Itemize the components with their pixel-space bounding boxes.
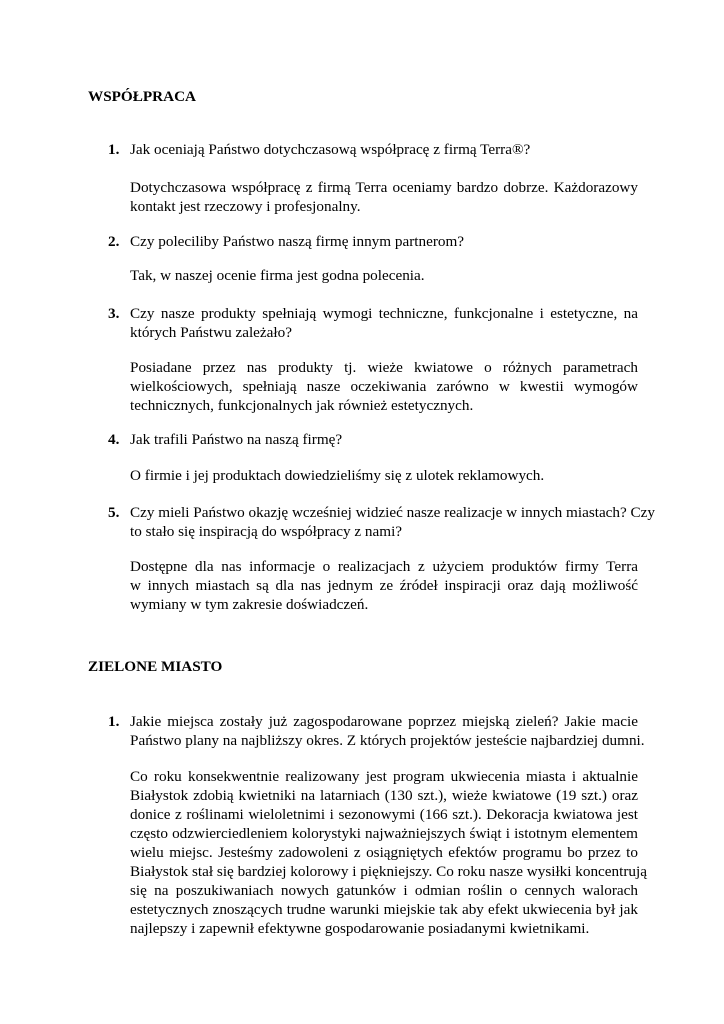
answer-text [130,178,638,216]
answer-text [130,358,638,415]
question-line: Jak trafili Państwo na naszą firmę? [130,431,343,448]
question-number: 5. [108,504,120,521]
question-number: 3. [108,305,120,322]
answer-line: wymiany w tym zakresie doświadczeń. [130,596,369,613]
answer-line: Białystok zdobią kwietniki na latarniach (130 szt.), wieże kwiatowe (19 szt.) oraz [130,787,638,804]
question-line: Jak oceniają Państwo dotychczasową współpracę z firmą Terra®? [130,141,531,158]
question-line: Czy mieli Państwo okazję wcześniej widzieć nasze realizacje w innych miastach? Czy [130,504,656,521]
answer-line: się na poszukiwaniach nowych gatunków i odmian roślin o cennych walorach [130,882,638,899]
answer-line: O firmie i jej produktach dowiedzieliśmy się z ulotek reklamowych. [130,467,545,484]
answer-line: donice z roślinami wieloletnimi i sezonowymi (166 szt.). Dekoracja kwiatowa jest [130,806,638,823]
question-line: Państwo plany na najbliższy okres. Z których projektów jesteście najbardziej dumni. [130,732,645,749]
answer-line: w innych miastach są dla nas jednym ze źródeł inspiracji oraz dają możliwość [130,577,638,594]
answer-text [130,767,647,938]
answer-line: Co roku konsekwentnie realizowany jest program ukwiecenia miasta i aktualnie [130,768,638,785]
question-line: to stało się inspiracją do współpracy z nami? [130,523,403,540]
section-heading-wspolpraca: WSPÓŁPRACA [88,88,197,105]
question-text [130,232,638,251]
answer-line: wielkościowych, spełniają nasze oczekiwania zarówno w kwestii wymogów [130,378,638,395]
answer-line: Dostępne dla nas informacje o realizacjach z użyciem produktów firmy Terra [130,558,638,575]
question-number: 1. [108,141,120,158]
answer-line: kontakt jest rzeczowy i profesjonalny. [130,198,361,215]
question-item [108,232,638,251]
question-line: których Państwu zależało? [130,324,292,341]
answer-line: wielu miejsc. Jesteśmy zadowoleni z osiągniętych efektów programu bo przez to [130,844,638,861]
section-heading-zielone-miasto: ZIELONE MIASTO [88,658,223,675]
question-item [108,503,656,541]
answer-line: estetycznych znoszących trudne warunki miejskie tak aby efekt ukwiecenia był jak [130,901,638,918]
answer-line: najlepszy i zapewnił efektywne gospodarowanie posiadanymi kwietnikami. [130,920,590,937]
question-text [130,430,638,449]
question-item [108,430,638,449]
answer-text [130,266,638,285]
question-number: 2. [108,233,120,250]
question-text [130,712,645,750]
question-item [108,304,638,342]
question-number: 1. [108,713,120,730]
question-text [130,304,638,342]
question-text [130,503,656,541]
question-line: Czy nasze produkty spełniają wymogi techniczne, funkcjonalne i estetyczne, na [130,305,638,322]
answer-line: Tak, w naszej ocenie firma jest godna polecenia. [130,267,425,284]
question-text [130,140,638,159]
answer-line: Białystok stał się bardziej kolorowy i piękniejszy. Co roku nasze wysiłki koncentrują [130,863,647,880]
answer-text [130,557,638,614]
question-number: 4. [108,431,120,448]
question-line: Jakie miejsca zostały już zagospodarowane poprzez miejską zieleń? Jakie macie [130,713,638,730]
question-line: Czy poleciliby Państwo naszą firmę innym partnerom? [130,233,465,250]
question-item [108,712,645,750]
answer-text [130,466,638,485]
answer-line: Dotychczasowa współpracę z firmą Terra oceniamy bardzo dobrze. Każdorazowy [130,179,638,196]
answer-line: technicznych, funkcjonalnych jak również estetycznych. [130,397,474,414]
answer-line: często odzwierciedleniem kolorystyki najważniejszych świąt i istotnym elementem [130,825,638,842]
answer-line: Posiadane przez nas produkty tj. wieże kwiatowe o różnych parametrach [130,359,638,376]
question-item [108,140,638,159]
